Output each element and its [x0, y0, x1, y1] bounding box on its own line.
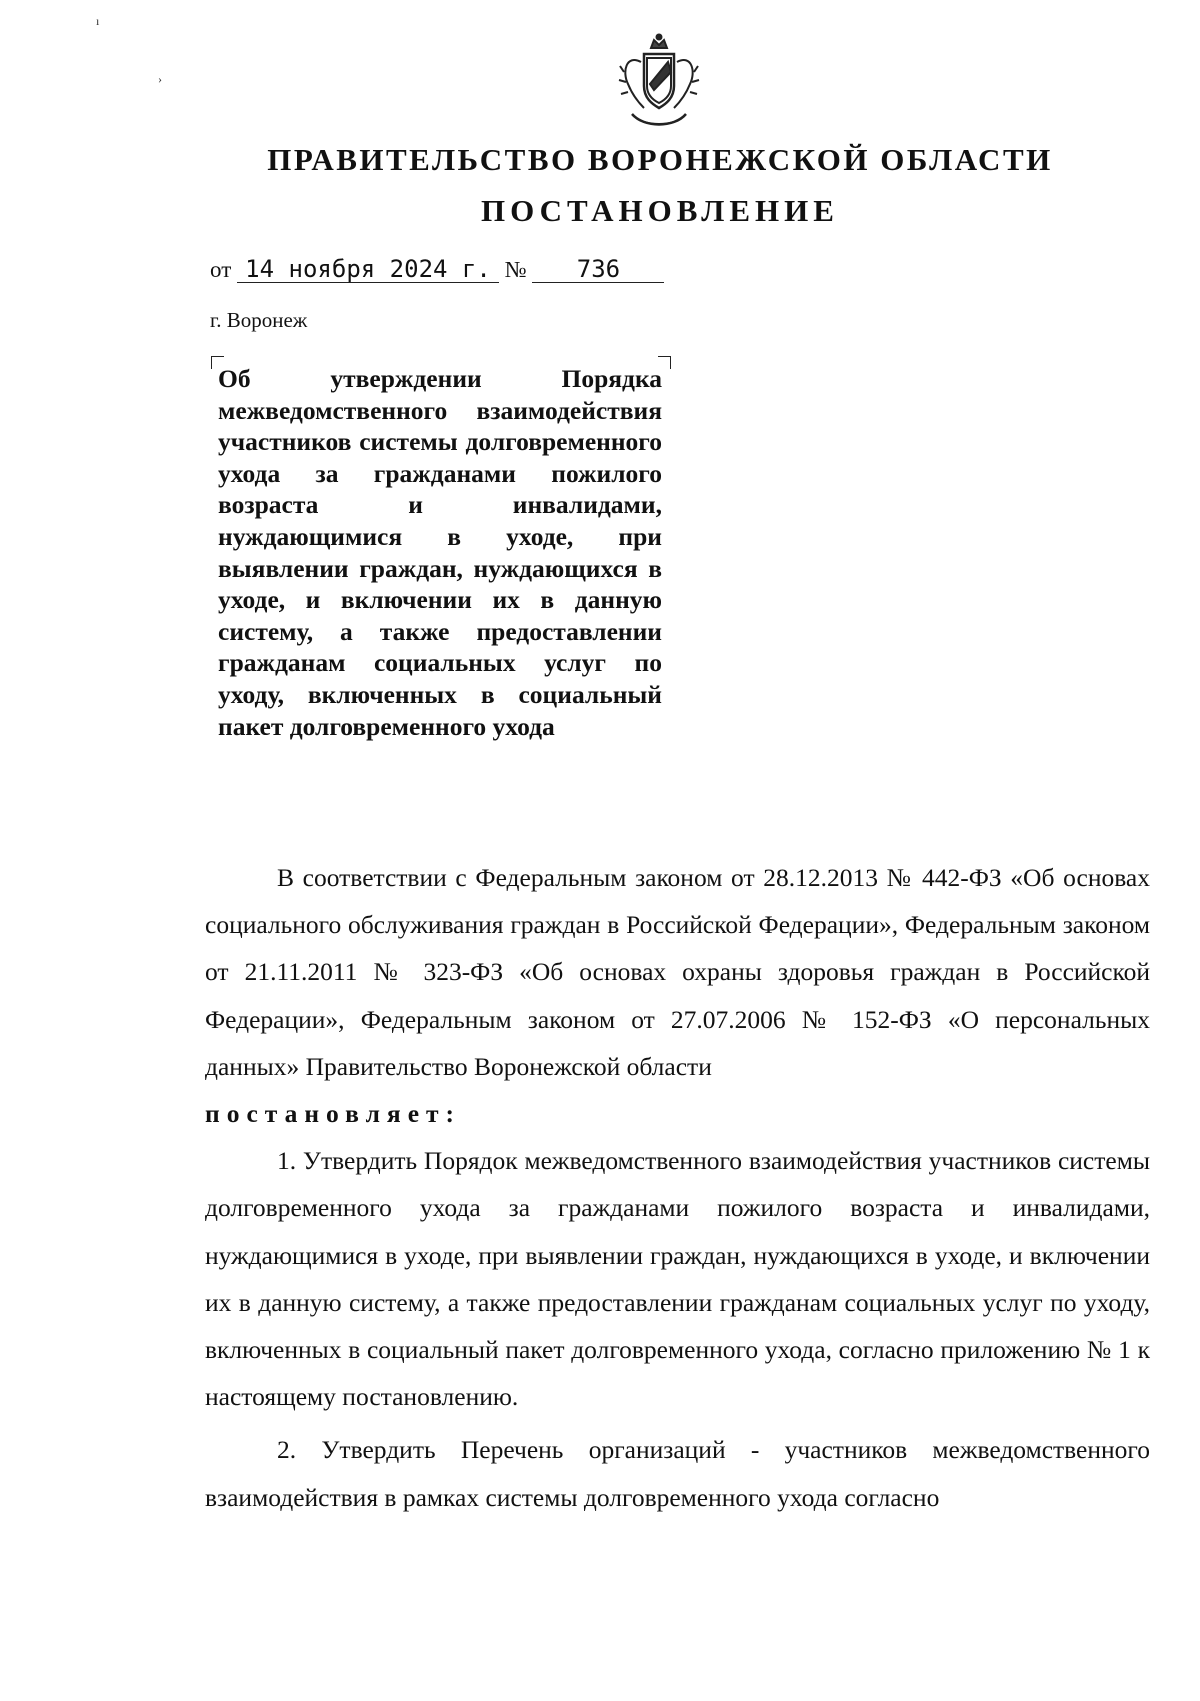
- document-type-title: ПОСТАНОВЛЕНИЕ: [481, 193, 839, 228]
- number-field: 736: [532, 256, 664, 283]
- document-subject: Об утверждении Порядка межведомственного взаимодействия участников системы долговременного ухода за гражданами пожилого возраста и инвалидами, нуждающимися в уходе, при выявлении граждан, нуждающихся в уходе, и включении их в данную систему, а также предоставлении гражданам социальных услуг по уходу, включенных в социальный пакет долговременного ухода: [218, 364, 662, 741]
- date-number-row: [210, 256, 664, 283]
- item-paragraph-1: 1. Утвердить Порядок межведомственного взаимодействия участников системы долговременного ухода за гражданами пожилого возраста и инвалидами, нуждающимися в уходе, при выявлении граждан, нуждающихся в уходе, и включении их в данную систему, а также предоставлении гражданам социальных услуг по уходу, включенных в социальный пакет долговременного ухода, согласно приложению № 1 к настоящему постановлению.: [205, 1146, 1150, 1412]
- government-title: ПРАВИТЕЛЬСТВО ВОРОНЕЖСКОЙ ОБЛАСТИ: [267, 142, 1053, 177]
- coat-of-arms-emblem: [616, 32, 702, 132]
- decree-word: постановляет:: [205, 1099, 462, 1129]
- document-body: [205, 854, 1150, 1521]
- city-label: г. Воронеж: [210, 308, 308, 332]
- scan-mark: ›: [158, 72, 162, 86]
- from-label: от: [210, 257, 232, 282]
- date-field: 14 ноября 2024 г.: [237, 256, 499, 283]
- scan-mark: ı: [96, 14, 100, 28]
- preamble-paragraph: В соответствии с Федеральным законом от 28.12.2013 № 442-ФЗ «Об основах социального обслуживания граждан в Российской Федерации», Федеральным законом от 21.11.2011 № 323-ФЗ «Об основах охраны здоровья граждан в Российской Федерации», Федеральным законом от 27.07.2006 № 152-ФЗ «О персональных данных» Правительство Воронежской области: [205, 863, 1150, 1081]
- number-label: №: [504, 257, 527, 282]
- item-paragraph-2: 2. Утвердить Перечень организаций - участников межведомственного взаимодействия в рамках системы долговременного ухода согласно: [205, 1435, 1150, 1512]
